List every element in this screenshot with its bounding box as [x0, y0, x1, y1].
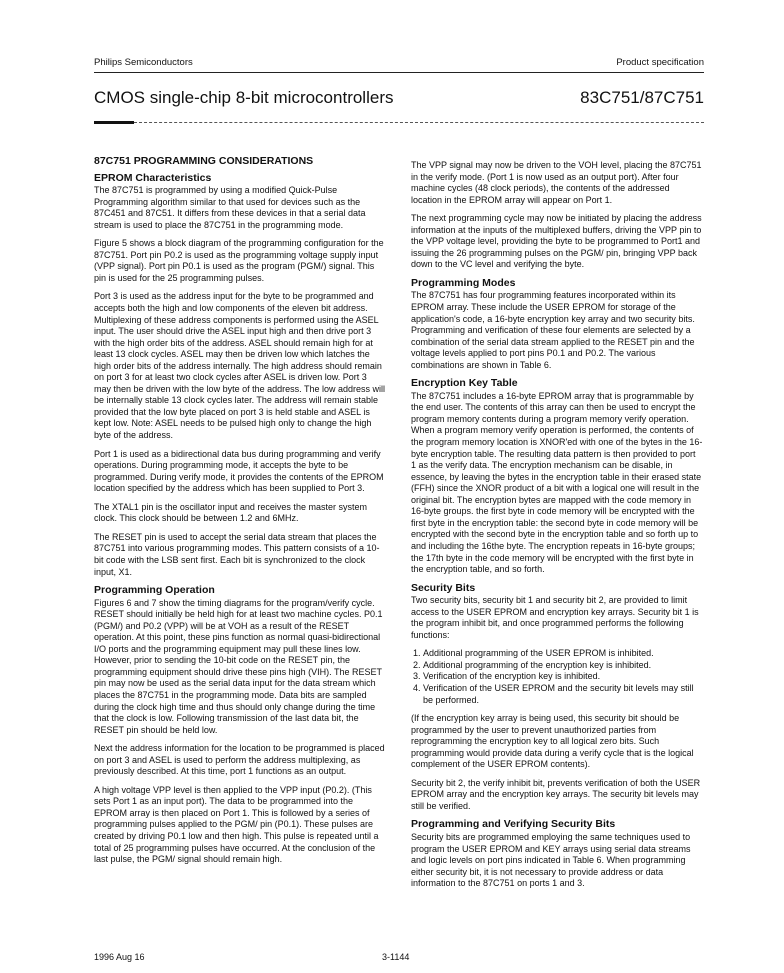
- footer-date: 1996 Aug 16: [94, 952, 145, 962]
- paragraph: The VPP signal may now be driven to the VOH level, placing the 87C751 in the verify mode. (Port 1 is now used as an output port). After four machine cycles (48 clock periods), the contents of the addressed location in the EPROM array will appear on Port 1.: [411, 160, 702, 205]
- paragraph: A high voltage VPP level is then applied to the VPP input (P0.2). (This sets Port 1 as an input port). The data to be programmed into the EPROM array is then placed on Port 1. This is followed by a series of programming pulses applied to the PGM/ pin (P0.1). These pulses are created by driving P0.1 low and then high. This pulse is repeated until a total of 25 programming pulses have occurred. At the conclusion of the last pulse, the PGM/ signal should remain high.: [94, 784, 379, 865]
- part-number: 83C751/87C751: [580, 88, 704, 107]
- main-heading: 87C751 PROGRAMMING CONSIDERATIONS: [94, 155, 314, 167]
- section-heading-security-bits: Security Bits: [411, 581, 476, 594]
- title-rule-dashed: [134, 122, 704, 123]
- document-title: CMOS single-chip 8-bit microcontrollers: [94, 88, 394, 107]
- paragraph: The 87C751 is programmed by using a modified Quick-Pulse Programming algorithm similar to that used for devices such as the 87C451 and 87C51. It differs from these devices in that a serial data stream is used to place the 87C751 in the programming mode.: [94, 185, 366, 230]
- title-rule-thick: [94, 121, 134, 124]
- paragraph: Figure 5 shows a block diagram of the programming configuration for the 87C751. Port pin P0.2 is used as the programming voltage supply input (VPP signal). Port pin P0.1 is used as the program (PGM/) signal. This pin is used for the 25 programming pulses.: [94, 238, 384, 283]
- header-rule: [94, 72, 704, 73]
- list-item: 2. Additional programming of the encryption key is inhibited.: [423, 660, 703, 672]
- security-bit-list: [411, 648, 703, 706]
- paragraph: The 87C751 has four programming features incorporated within its EPROM array. These include the USER EPROM for storage of the application's code, a 16-byte encryption key array and two security bits. Programming and verification of these four elements are selected by a combination of the serial data stream applied to the RESET pin and the voltage levels applied to port pins P0.1 and P0.2. The various combinations are shown in Table 6.: [411, 290, 695, 370]
- paragraph: Security bit 2, the verify inhibit bit, prevents verification of both the USER EPROM array and the encryption key arrays. The security bit levels may still be verified.: [411, 777, 701, 811]
- paragraph: Port 3 is used as the address input for the byte to be programmed and accepts both the high and low components of the eleven bit address. Multiplexing of these address components is performed using the ASEL input. The user should drive the ASEL input high and then drive port 3 with the high order bits of the address. ASEL should remain high for at least 13 clock cycles. ASEL may then be driven low which latches the high order bits of the address internally. The high address should remain on port 3 for at least two clock cycles after ASEL is driven low. Port 3 may then be driven with the low byte of the address. The low address will be internally stable 13 clock cycles later. The address will remain stable provided that the low byte placed on port 3 is held stable and ASEL is kept low. Note: ASEL needs to be pulsed high only to change the high byte of the address.: [94, 291, 385, 441]
- list-item: 4. Verification of the USER EPROM and the security bit levels may still be performed.: [423, 683, 703, 706]
- paragraph: The next programming cycle may now be initiated by placing the address information at the inputs of the multiplexed buffers, driving the VPP pin to the VPP voltage level, providing the byte to be programmed to Port1 and issuing the 26 programming pulses on the PGM/ pin, bringing VPP back down to the VC level and verifying the byte.: [411, 213, 702, 270]
- section-heading-eprom: EPROM Characteristics: [94, 171, 212, 184]
- list-item: 3. Verification of the encryption key is inhibited.: [423, 671, 703, 683]
- paragraph: Two security bits, security bit 1 and security bit 2, are provided to limit access to the USER EPROM and encryption key arrays. Security bit 1 is the program inhibit bit, and once programmed performs the following functions:: [411, 595, 699, 640]
- paragraph: (If the encryption key array is being used, this security bit should be programmed by the user to prevent unauthorized parties from reprogramming the encryption key to all logical zero bits. Such programming would provide data during a verify cycle that is the logical complement of the USER EPROM contents).: [411, 713, 694, 770]
- section-heading-programming-security-bits: Programming and Verifying Security Bits: [411, 818, 616, 831]
- left-column: [94, 156, 386, 873]
- paragraph: Security bits are programmed employing the same techniques used to program the USER EPROM and KEY arrays using serial data streams and logic levels on port pins indicated in Table 6. When programming either security bit, it is not necessary to provide address or data information to the 87C751 on ports 1 and 3.: [411, 831, 691, 889]
- section-heading-programming-modes: Programming Modes: [411, 276, 516, 289]
- right-column: [411, 160, 703, 897]
- paragraph: Figures 6 and 7 show the timing diagrams for the program/verify cycle. RESET should initially be held high for at least two machine cycles. P0.1 (PGM/) and P0.2 (VPP) will be at VOH as a result of the RESET operation. At this point, these pins function as normal quasi-bidirectional I/O ports and the programming equipment may pull these lines low. However, prior to sending the 10-bit code on the RESET pin, the programming equipment should drive these pins high (VIH). The RESET pin may now be used as the serial data input for the data stream which places the 87C751 in the programming mode. Data bits are sampled during the clock high time and thus should only change during the time that the clock is low. Following transmission of the last data bit, the RESET pin should be held low.: [94, 597, 383, 735]
- company-name: Philips Semiconductors: [94, 57, 193, 68]
- paragraph: Port 1 is used as a bidirectional data bus during programming and verify operations. During programming mode, it accepts the byte to be programmed. During verify mode, it provides the contents of the EPROM location specified by the address which has been supplied to Port 3.: [94, 448, 384, 494]
- document-type: Product specification: [616, 57, 704, 68]
- page-number: 3-1144: [382, 952, 410, 962]
- paragraph: Next the address information for the location to be programmed is placed on port 3 and ASEL is used to perform the address multiplexing, as previously described. At this time, port 1 functions as an output.: [94, 743, 385, 777]
- section-heading-encryption-key-table: Encryption Key Table: [411, 377, 518, 390]
- list-item: 1. Additional programming of the USER EPROM is inhibited.: [423, 648, 703, 660]
- paragraph: The RESET pin is used to accept the serial data stream that places the 87C751 into various programming modes. This pattern consists of a 10-bit code with the LSB sent first. Each bit is synchronized to the clock input, X1.: [94, 531, 380, 577]
- paragraph: The XTAL1 pin is the oscillator input and receives the master system clock. This clock should be between 1.2 and 6MHz.: [94, 501, 367, 524]
- section-heading-programming-operation: Programming Operation: [94, 584, 215, 597]
- paragraph: The 87C751 includes a 16-byte EPROM array that is programmable by the end user. The contents of this array can then be used to encrypt the program memory contents during a program memory verify operation. When a program memory verify operation is performed, the contents of the program memory location is XNOR'ed with one of the bytes in the 16-byte encryption table. The resulting data pattern is then provided to port 1 as the verify data. The encryption mechanism can be disable, in essence, by leaving the bytes in the encryption table in their erased state (FFH) since the XNOR product of a bit with a logical one will result in the original bit. The encryption bytes are mapped with the code memory in 16-byte groups. the first byte in code memory will be encrypted with the first byte in the encryption table: the second byte in code memory will be encrypted with the second byte in the encryption table and so forth up to and including the 16the byte. The encryption repeats in 16-byte groups; the 17th byte in the code memory will be encrypted with the first byte in the encryption table, and so forth.: [411, 390, 703, 575]
